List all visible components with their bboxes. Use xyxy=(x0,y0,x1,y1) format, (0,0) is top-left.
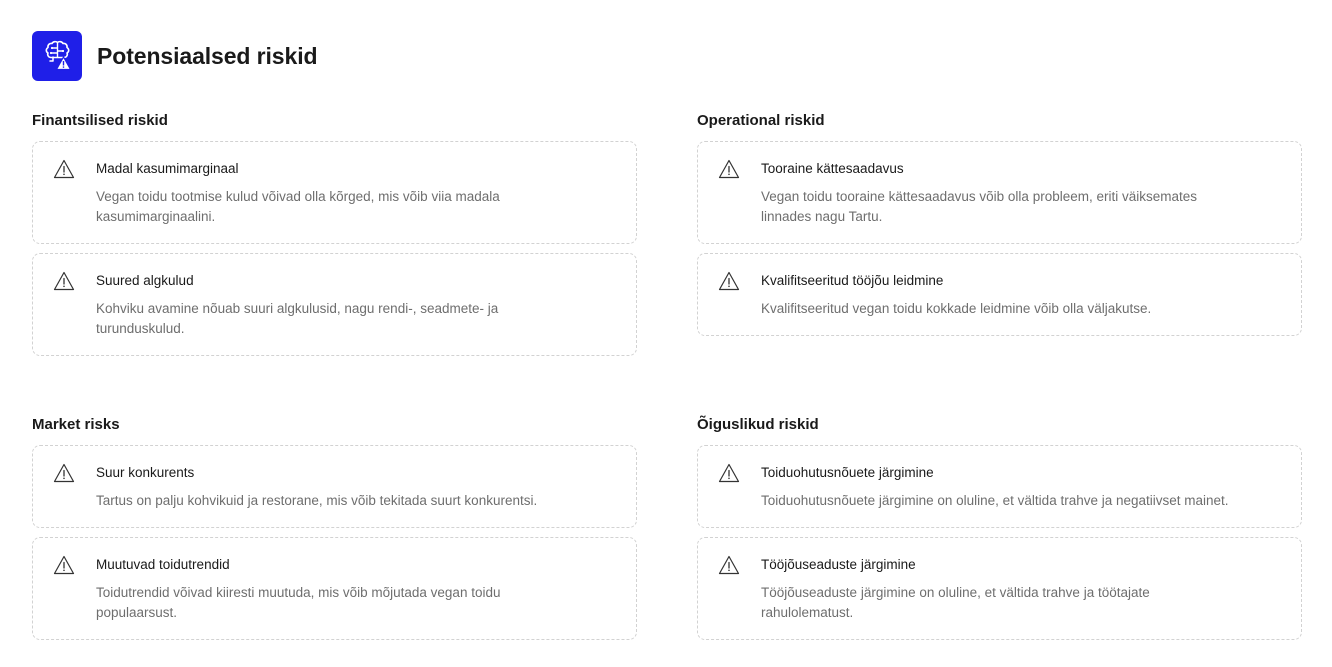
risk-card xyxy=(697,141,1302,244)
warning-icon xyxy=(718,159,740,179)
risk-title: Suured algkulud xyxy=(96,273,194,288)
risk-description: Vegan toidu tooraine kättesaadavus võib olla probleem, eriti väiksemates linnades nagu Tartu. xyxy=(761,189,1198,224)
brain-warning-icon xyxy=(32,31,82,81)
risk-description: Vegan toidu tootmise kulud võivad olla kõrged, mis võib viia madala kasumimarginaalini. xyxy=(96,189,500,224)
risk-title: Toiduohutusnõuete järgimine xyxy=(761,465,934,480)
risk-card xyxy=(697,253,1302,336)
section-operational-risks xyxy=(697,111,1302,345)
risk-card xyxy=(697,445,1302,528)
warning-icon xyxy=(53,159,75,179)
section-title: Market risks xyxy=(32,416,120,433)
risk-description: Kvalifitseeritud vegan toidu kokkade leidmine võib olla väljakutse. xyxy=(761,301,1152,316)
risk-description: Kohviku avamine nõuab suuri algkulusid, nagu rendi-, seadmete- ja turunduskulud. xyxy=(96,301,499,336)
risk-description: Toiduohutusnõuete järgimine on oluline, et vältida trahve ja negatiivset mainet. xyxy=(761,493,1229,508)
warning-icon xyxy=(53,271,75,291)
section-market-risks xyxy=(32,415,637,649)
warning-icon xyxy=(53,463,75,483)
section-title: Õiguslikud riskid xyxy=(697,416,819,433)
risk-title: Madal kasumimarginaal xyxy=(96,161,239,176)
risk-title: Tooraine kättesaadavus xyxy=(761,161,904,176)
risk-description: Tartus on palju kohvikuid ja restorane, mis võib tekitada suurt konkurentsi. xyxy=(96,493,538,508)
risk-description: Tööjõuseaduste järgimine on oluline, et vältida trahve ja töötajate rahulolematust. xyxy=(761,585,1150,620)
section-financial-risks xyxy=(32,111,637,365)
page-title: Potensiaalsed riskid xyxy=(97,42,318,69)
risk-card xyxy=(697,537,1302,640)
warning-icon xyxy=(718,463,740,483)
section-legal-risks xyxy=(697,415,1302,649)
risk-card xyxy=(32,253,637,356)
section-title: Finantsilised riskid xyxy=(32,112,168,129)
risk-title: Muutuvad toidutrendid xyxy=(96,557,230,572)
risk-title: Kvalifitseeritud tööjõu leidmine xyxy=(761,273,944,288)
risk-card xyxy=(32,537,637,640)
warning-icon xyxy=(718,555,740,575)
warning-icon xyxy=(718,271,740,291)
risk-description: Toidutrendid võivad kiiresti muutuda, mis võib mõjutada vegan toidu populaarsust. xyxy=(96,585,501,620)
risk-title: Tööjõuseaduste järgimine xyxy=(761,557,916,572)
risk-title: Suur konkurents xyxy=(96,465,195,480)
warning-icon xyxy=(53,555,75,575)
risk-card xyxy=(32,141,637,244)
section-title: Operational riskid xyxy=(697,112,825,129)
risk-card xyxy=(32,445,637,528)
page-header xyxy=(32,31,317,81)
